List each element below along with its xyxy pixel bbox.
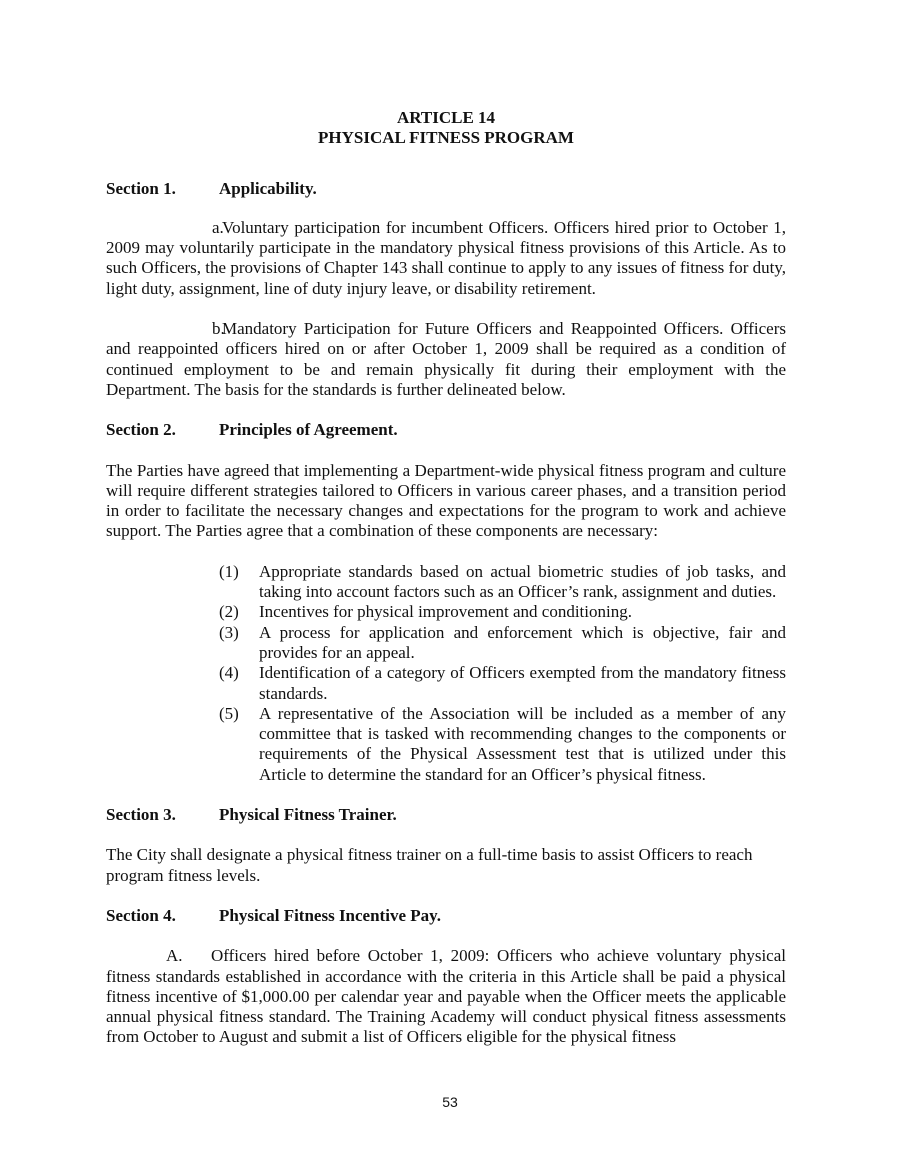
list-text: Identification of a category of Officers exempted from the mandatory fitness standards. [259,663,786,703]
item-label: A. [166,946,183,966]
list-item [219,663,786,704]
list-item [219,562,786,603]
section-title: Applicability. [219,178,317,198]
section-1-heading [106,179,786,199]
item-text: Officers hired before October 1, 2009: Officers who achieve voluntary physical fitness standards established in accordance with the criteria in this Article shall be paid a physical fitness incentive of $1,000.00 per calendar year and payable when the Officer meets the applicable annual physical fitness standard. The Training Academy will conduct physical fitness assessments from October to August and submit a list of Officers eligible for the physical fitness [106,946,786,1047]
section-number: Section 4. [106,905,176,925]
item-label: a. [212,217,224,237]
section-2-body: The Parties have agreed that implementing a Department-wide physical fitness program and culture will require different strategies tailored to Officers in various career phases, and a transition period in order to facilitate the necessary changes and expectations for the program to work and achieve support. The Parties agree that a combination of these components are necessary: [106,460,786,541]
section-title: Physical Fitness Incentive Pay. [219,905,441,925]
section-3-body: The City shall designate a physical fitness trainer on a full-time basis to assist Officers to reach program fitness levels. [106,845,753,885]
article-number: ARTICLE 14 [396,108,496,127]
components-list [106,562,786,785]
list-number: (2) [219,602,239,622]
list-text: A process for application and enforcement which is objective, fair and provides for an appeal. [259,622,786,662]
section-number: Section 2. [106,420,176,440]
section-title: Physical Fitness Trainer. [219,805,397,825]
section-1-item-a [106,218,786,299]
list-text: Incentives for physical improvement and conditioning. [259,602,632,622]
section-2-heading [106,420,786,440]
section-number: Section 1. [106,178,176,198]
page-number: 53 [442,1094,458,1110]
article-title: PHYSICAL FITNESS PROGRAM [318,128,574,148]
item-text: Voluntary participation for incumbent Officers. Officers hired prior to October 1, 2009 may voluntarily participate in the mandatory physical fitness provisions of this Article. As to such Officers, the provisions of Chapter 143 shall continue to apply to any issues of fitness for duty, light duty, assignment, line of duty injury leave, or disability retirement. [106,217,786,298]
section-3-heading [106,805,786,825]
list-text: A representative of the Association will be included as a member of any committee that is tasked with recommending changes to the components or requirements of the Physical Assessment test that is utilized under this Article to determine the standard for an Officer’s physical fitness. [259,703,786,784]
section-title: Principles of Agreement. [219,420,398,440]
list-number: (5) [219,703,239,723]
section-4-heading [106,906,786,926]
section-1-item-b [106,319,786,400]
item-label: b. [212,319,225,339]
list-number: (4) [219,663,239,683]
section-4-item-a [106,946,786,1047]
list-item [219,623,786,664]
list-text: Appropriate standards based on actual biometric studies of job tasks, and taking into account factors such as an Officer’s rank, assignment and duties. [259,561,786,602]
item-text: Mandatory Participation for Future Officers and Reappointed Officers. Officers and reappointed officers hired on or after October 1, 2009 shall be required as a condition of continued employment to be and remain physically fit during their employment with the Department. The basis for the standards is further delineated below. [106,319,786,399]
list-number: (3) [219,622,239,642]
list-item [219,602,786,622]
document-page [106,108,786,1048]
section-number: Section 3. [106,805,176,825]
list-item [219,704,786,785]
list-number: (1) [219,561,239,581]
